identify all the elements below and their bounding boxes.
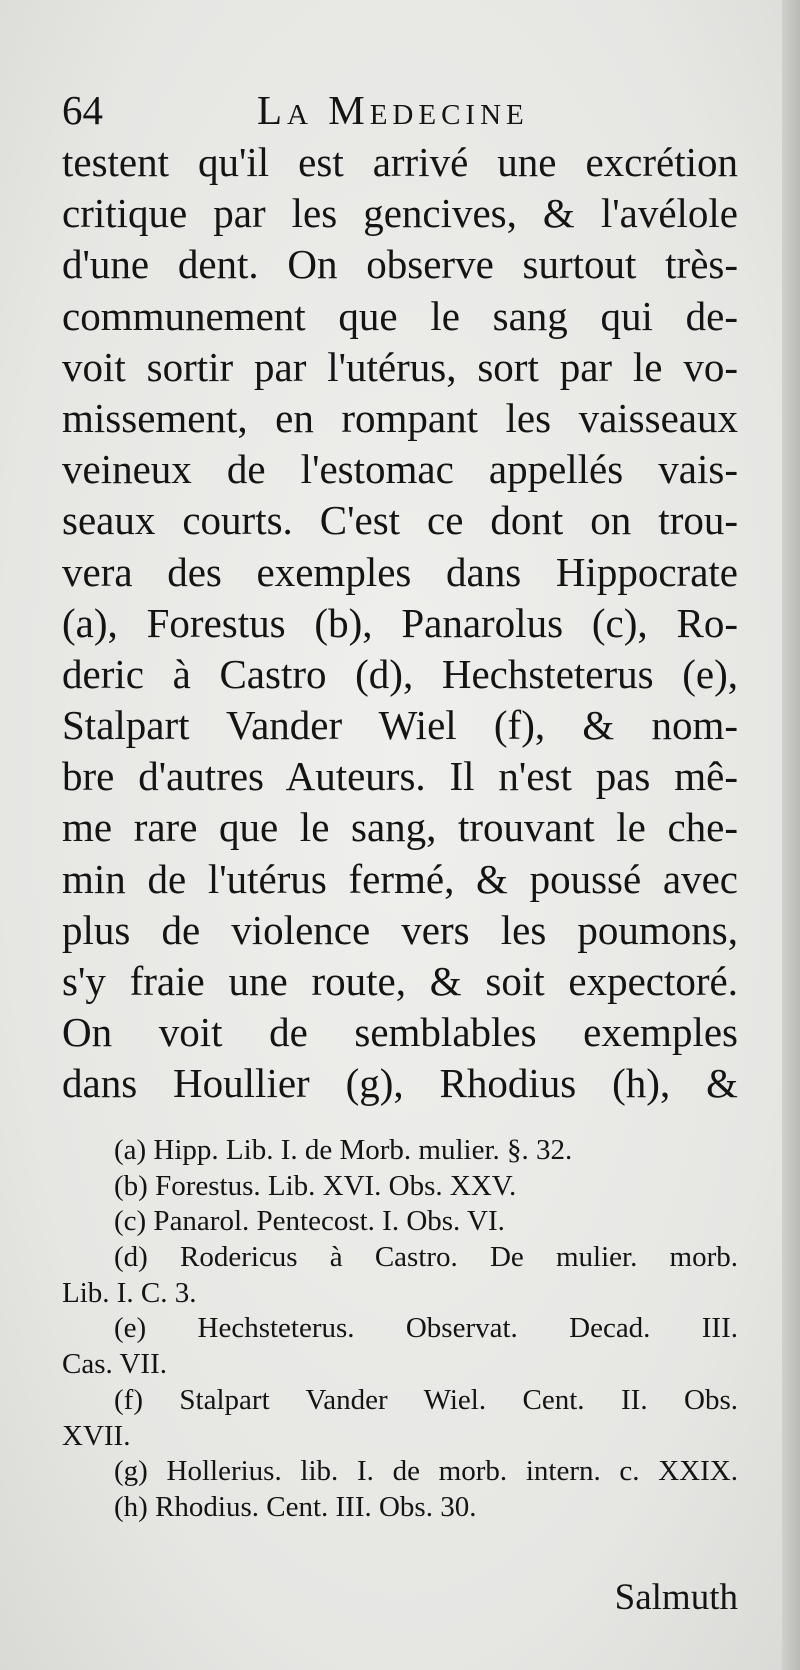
body-line: On voit de semblables exemples [62,1009,738,1056]
body-line: bre d'autres Auteurs. Il n'est pas mê- [62,753,738,800]
page-edge-shadow [782,0,800,1670]
body-line: seaux courts. C'est ce dont on trou- [62,497,738,544]
body-line: voit sortir par l'utérus, sort par le vo- [62,343,738,390]
running-title: La Medecine [257,87,529,133]
footnote-line: (a) Hipp. Lib. I. de Morb. mulier. §. 32. [114,1134,573,1166]
footnote-line: (f) Stalpart Vander Wiel. Cent. II. Obs. [114,1383,738,1416]
footnote-line: (g) Hollerius. lib. I. de morb. intern. c. XXIX. [114,1455,738,1488]
body-line: s'y fraie une route, & soit expectoré. [62,958,738,1004]
body-line: me rare que le sang, trouvant le che- [62,804,738,851]
body-line: veineux de l'estomac appellés vais- [62,446,738,493]
footnote-line: (e) Hechsteterus. Observat. Decad. III. [114,1312,738,1345]
footnotes [62,1133,738,1526]
page-number: 64 [62,87,103,133]
body-line: (a), Forestus (b), Panarolus (c), Ro- [62,599,738,646]
footnote-line: (d) Rodericus à Castro. De mulier. morb. [114,1241,738,1274]
body-line: missement, en rompant les vaisseaux [62,394,738,441]
body-line: deric à Castro (d), Hechsteterus (e), [62,650,738,697]
body-line: min de l'utérus fermé, & poussé avec [62,855,738,902]
body-line: vera des exemples dans Hippocrate [62,548,738,595]
footnote-line: XVII. [62,1419,131,1452]
body-text [62,137,738,1110]
body-line: Stalpart Vander Wiel (f), & nom- [62,702,738,749]
footnote-line: (c) Panarol. Pentecost. I. Obs. VI. [114,1205,505,1238]
body-line: d'une dent. On observe surtout très- [62,241,738,288]
footnote-line: (b) Forestus. Lib. XVI. Obs. XXV. [114,1169,517,1202]
body-line: critique par les gencives, & l'avélole [62,190,738,237]
catchword: Salmuth [614,1577,738,1618]
body-line: plus de violence vers les poumons, [62,906,738,953]
footnote-line: Cas. VII. [62,1348,167,1381]
footnote-line: Lib. I. C. 3. [62,1276,197,1309]
footnote-line: (h) Rhodius. Cent. III. Obs. 30. [114,1490,477,1523]
body-line: communement que le sang qui de- [62,292,738,339]
body-line: testent qu'il est arrivé une excrétion [62,139,738,185]
body-line: dans Houllier (g), Rhodius (h), & [62,1060,738,1107]
